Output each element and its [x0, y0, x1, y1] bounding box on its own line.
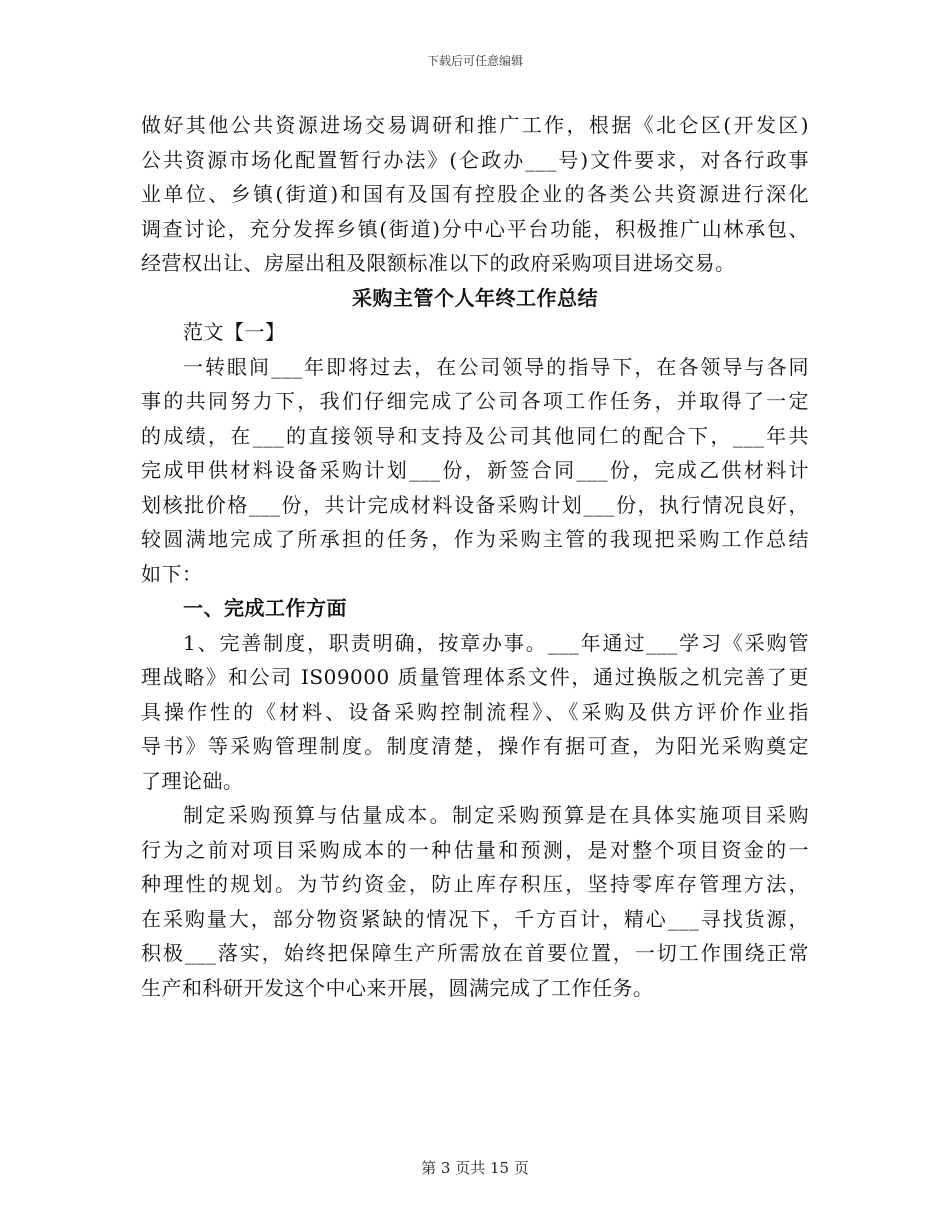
text-line: 生产和科研开发这个中心来开展，圆满完成了工作任务。	[141, 975, 654, 1000]
text-line: 业单位、乡镇(街道)和国有及国有控股企业的各类公共资源进行深化	[141, 182, 809, 206]
text-line: 种理性的规划。为节约资金，防止库存积压，坚持零库存管理方法，	[141, 872, 809, 896]
paragraph-intro	[141, 108, 809, 281]
text-line: 积极___落实，始终把保障生产所需放在首要位置，一切工作围绕正常	[141, 941, 809, 965]
text-line: 事的共同努力下，我们仔细完成了公司各项工作任务，并取得了一定	[141, 389, 809, 413]
text-line: 划核批价格___份，共计完成材料设备采购计划___份，执行情况良好，	[141, 492, 809, 517]
text-line: 做好其他公共资源进场交易调研和推广工作，根据《北仑区(开发区)	[141, 113, 809, 137]
text-line: 较圆满地完成了所承担的任务，作为采购主管的我现把采购工作总结	[141, 527, 809, 551]
page-footer: 第 3 页共 15 页	[421, 1159, 529, 1177]
text-line: 行为之前对项目采购成本的一种估量和预测，是对整个项目资金的一	[141, 837, 809, 862]
section-heading: 一、完成工作方面	[183, 596, 347, 620]
text-line: 经营权出让、房屋出租及限额标准以下的政府采购项目进场交易。	[141, 251, 736, 275]
text-line: 导书》等采购管理制度。制度清楚，操作有据可查，为阳光采购奠定	[141, 734, 809, 758]
text-line: 具操作性的《材料、设备采购控制流程》、《采购及供方评价作业指	[141, 699, 809, 724]
text-line: 如下：	[141, 561, 203, 586]
text-line: 在采购量大，部分物资紧缺的情况下，千方百计，精心___寻找货源，	[141, 906, 809, 931]
text-line: 一转眼间___年即将过去，在公司领导的指导下，在各领导与各同	[183, 354, 809, 379]
text-line: 范文【一】	[183, 320, 286, 344]
document-body	[141, 108, 809, 1005]
document-title: 采购主管个人年终工作总结	[352, 285, 598, 310]
text-line: 理战略》和公司 IS09000 质量管理体系文件，通过换版之机完善了更	[141, 665, 809, 689]
text-line: 制定采购预算与估量成本。制定采购预算是在具体实施项目采购	[183, 803, 809, 827]
sample-label	[141, 315, 809, 350]
text-line: 了理论础。	[141, 768, 244, 793]
text-line: 调查讨论，充分发挥乡镇(街道)分中心平台功能，积极推广山林承包、	[141, 216, 809, 241]
text-line: 1、完善制度，职责明确，按章办事。___年通过___学习《采购管	[183, 630, 809, 655]
text-line: 的成绩，在___的直接领导和支持及公司其他同仁的配合下，___年共	[141, 423, 809, 448]
paragraph-system	[141, 626, 809, 799]
text-line: 完成甲供材料设备采购计划___份，新签合同___份，完成乙供材料计	[141, 458, 809, 482]
paragraph-budget	[141, 798, 809, 1005]
page-header: 下载后可任意编辑	[426, 54, 523, 68]
text-line: 公共资源市场化配置暂行办法》(仑政办___号)文件要求，对各行政事	[141, 147, 809, 172]
paragraph-summary	[141, 350, 809, 592]
